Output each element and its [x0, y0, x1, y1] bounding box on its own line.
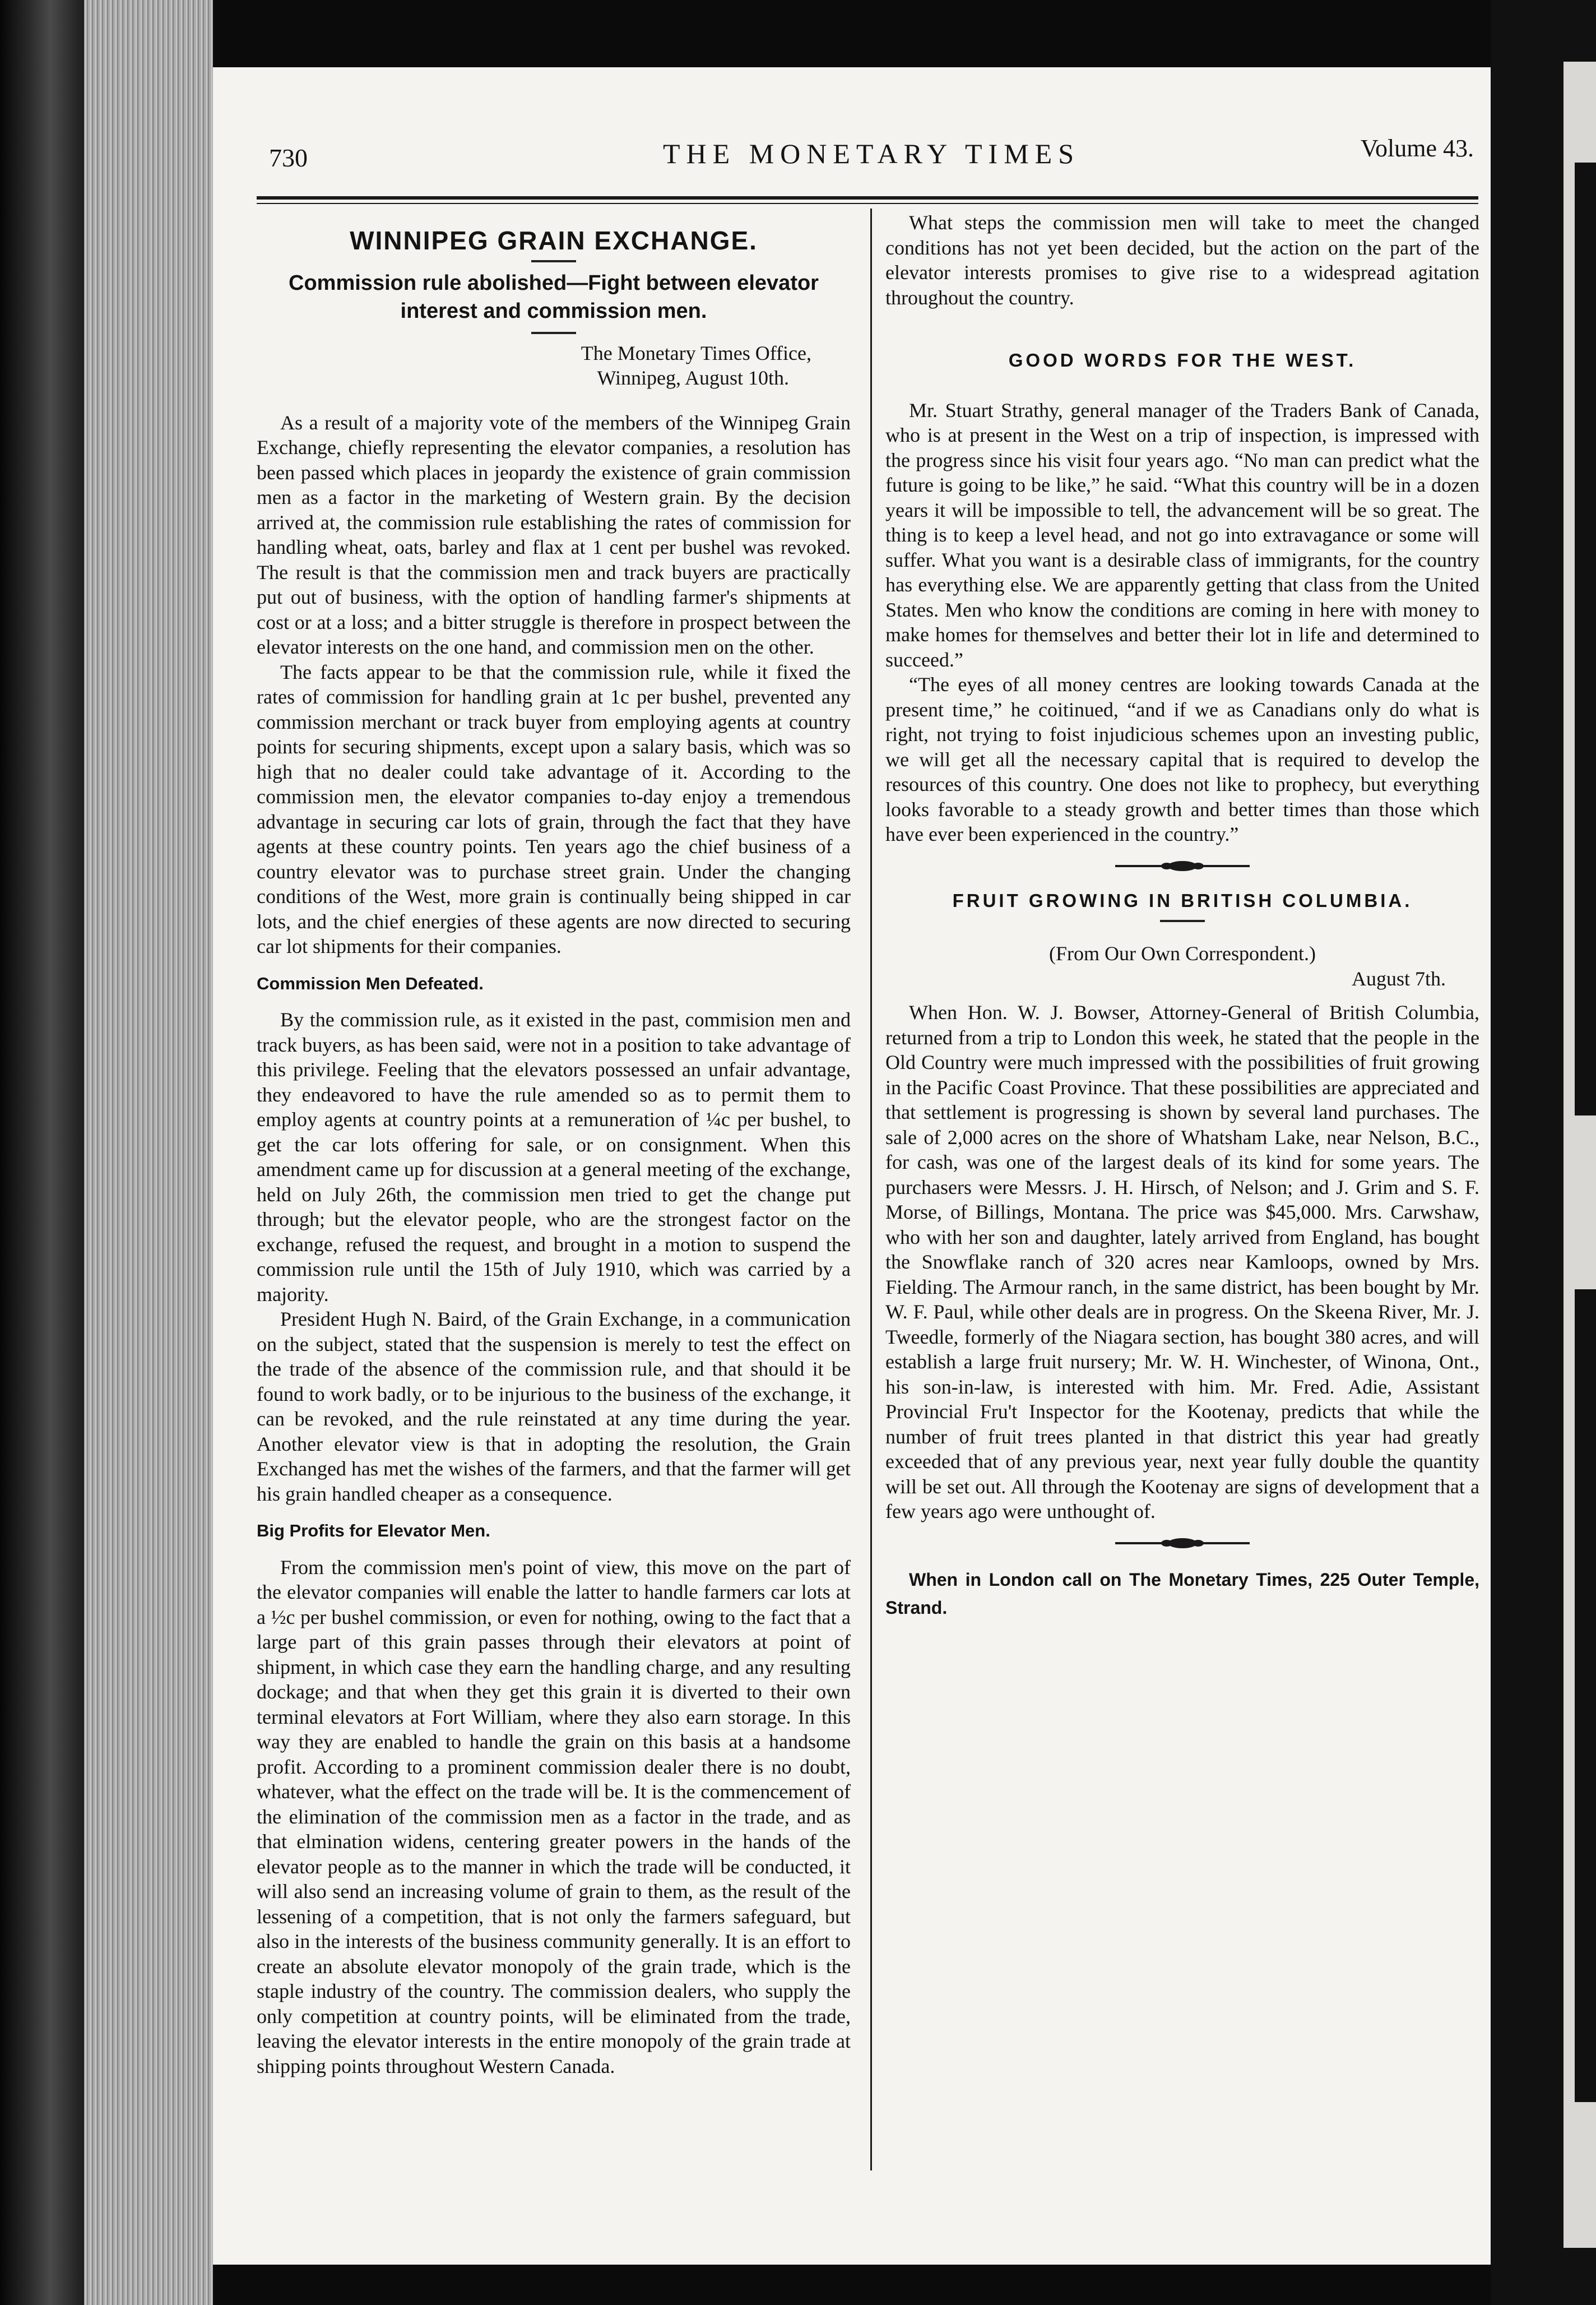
subheading: Big Profits for Elevator Men. — [257, 1521, 490, 1540]
page-number: 730 — [269, 144, 308, 172]
left-column — [257, 210, 851, 2079]
running-head — [269, 126, 1474, 177]
paragraph: As a result of a majority vote of the members of the Winnipeg Grain Exchange, chiefly representing the elevator companies, a resolution has been passed which places in jeopardy the existence of grain commission men as a factor in the marketing of Western grain. By the decision arrived at, the commission rule establishing the rates of commission for handling wheat, oats, barley and flax at 1 cent per bushel was revoked. The result is that the commission men and track buyers are practically put out of business, with the option of handling farmer's shipments at cost or at a loss; and a bitter struggle is therefore in prospect between the elevator interests on the one hand, and commission men on the other. — [257, 411, 851, 658]
article-deck: Commission rule abolished—Fight between elevator interest and commission men. — [289, 271, 819, 323]
paragraph: By the commission rule, as it existed in the past, commision men and track buyers, as has been said, were not in a position to take advantage of this privilege. Feeling that the elevators possessed an unfair advantage, they endeavored to have the rule amended so as to permit them to employ agents at country points at a remuneration of ¼c per bushel, to get the car lots offering for sale, or on consignment. When this amendment came up for discussion at a general meeting of the exchange, held on July 26th, the commission men tried to get the change put through; but the elevator people, who are the strongest factor on the exchange, refused the request, and brought in a motion to suspend the commission rule until the 15th of July 1910, which was carried by a majority. — [257, 1008, 851, 1306]
volume-label: Volume 43. — [1360, 135, 1474, 162]
dateline-place: Winnipeg, August 10th. — [597, 366, 789, 389]
paragraph: Mr. Stuart Strathy, general manager of the Traders Bank of Canada, who is at present in the West on a trip of inspection, is impressed with the progress since his visit four years ago. “No man can predict what the future is going to be like,” he said. “What this country will be in a dozen years it will be impossible to tell, the advancement will be so great. The thing is to keep a level head, and not go into extravagance or some will suffer. What you want is a desirable class of immigrants, for the country has everything else. We are apparently getting that class from the United States. Men who know the conditions are coming in here with money to make homes for themselves and better their lot in life and determined to succeed.” — [885, 399, 1479, 671]
right-column — [885, 210, 1479, 1622]
adjacent-page-bar — [1575, 163, 1596, 1116]
article-headline: GOOD WORDS FOR THE WEST. — [1008, 350, 1357, 371]
divider-dash — [531, 332, 576, 334]
column-rule — [870, 209, 872, 2170]
paragraph: When Hon. W. J. Bowser, Attorney-General of British Columbia, returned from a trip to London this week, he stated that the people in the Old Country were much impressed with the possibilities of fruit growing in the Pacific Coast Province. That these possibilities are appreciated and that settlement is progressing is shown by several land purchases. The sale of 2,000 acres on the shore of Whatsham Lake, near Nelson, B.C., for cash, was one of the largest deals of its kind for some years. The purchasers were Messrs. J. H. Hirsch, of Nelson; and J. Grim and S. F. Morse, of Billings, Montana. The price was $45,000. Mrs. Carwshaw, who with her son and daughter, lately arrived from England, has bought the Snowflake ranch of 320 acres near Kamloops, owned by Mrs. Fielding. The Armour ranch, in the same district, has been bought by Mr. W. F. Paul, while other deals are in progress. On the Skeena River, Mr. J. Tweedle, formerly of the Niagara section, has bought 380 acres, and will establish a large fruit nursery; Mr. W. H. Winchester, of Winona, Ont., his son-in-law, is interested with him. Mr. Fred. Adie, Assistant Provincial Fru't Inspector for the Kootenay, predicts that while the number of fruit trees planted in that district this year had greatly exceeded that of any previous year, next year fully double the quantity will be set out. All through the Kootenay are signs of development that a few years ago were unthought of. — [885, 1001, 1479, 1522]
dateline — [257, 341, 811, 390]
date: August 7th. — [1351, 967, 1446, 990]
notice: When in London call on The Monetary Times, 225 Outer Temple, Strand. — [885, 1569, 1479, 1618]
journal-title: THE MONETARY TIMES — [663, 138, 1080, 169]
paragraph: The facts appear to be that the commission rule, while it fixed the rates of commission for handling grain at 1c per bushel, prevented any commission merchant or track buyer from employing agents at country points for securing shipments, except upon a salary basis, which was so high that no dealer could take advantage of it. According to the commission men, the elevator companies to-day enjoy a tremendous advantage in securing car lots of grain, through the fact that they have agents at these country points. Ten years ago the chief business of a country elevator was to purchase street grain. Under the changing conditions of the West, more grain is continually being shipped in car lots, and the chief energies of these agents are now directed to securing car lot shipments for their companies. — [257, 660, 851, 957]
adjacent-page-bar — [1575, 1289, 1596, 2102]
header-rule-thick — [257, 196, 1478, 200]
paragraph: What steps the commission men will take to meet the changed conditions has not yet been decided, but the action on the part of the elevator interests promises to give rise to a widespread agitation throughout the country. — [885, 211, 1479, 309]
article-headline: FRUIT GROWING IN BRITISH COLUMBIA. — [952, 890, 1413, 911]
book-binding-shadow — [0, 0, 84, 2305]
ornament-divider — [1115, 1536, 1250, 1550]
paragraph: “The eyes of all money centres are looking towards Canada at the present time,” he coitinued, “and if we as Canadians only do what is right, not trying to foist injudicious schemes upon an investing public, we will get all the necessary capital that is required to develop the resources of this country. One does not like to prophecy, but everything looks favorable to a steady growth and better times than those which have ever been experienced in the country.” — [885, 673, 1479, 845]
byline: (From Our Own Correspondent.) — [1049, 942, 1316, 965]
article-headline: WINNIPEG GRAIN EXCHANGE. — [350, 226, 758, 255]
dateline-office: The Monetary Times Office, — [581, 341, 811, 364]
divider-dash — [1160, 920, 1205, 922]
divider-dash — [531, 260, 576, 262]
page-stack-edges — [84, 0, 213, 2305]
ornament-divider — [1115, 859, 1250, 873]
paragraph: From the commission men's point of view, this move on the part of the elevator companies will enable the latter to handle farmers car lots at a ½c per bushel commission, or even for nothing, owing to the fact that a large part of this grain passes through their elevators at point of shipment, in which case they earn the handling charge, and any resulting dockage; and that when they get this grain it is diverted to their own terminal elevators at Fort William, where they also earn storage. In this way they are enabled to handle the grain on this basis at a handsome profit. According to a prominent commission dealer there is no doubt, whatever, what the effect on the trade will be. It is the commencement of the elimination of the commission men as a factor in the trade, and as that elmination widens, centering greater powers in the hands of the elevator people as to the manner in which the trade will be conducted, it will also send an increasing volume of grain to them, as the result of the lessening of a competition, that is not only the farmers safeguard, but also in the interests of the business community generally. It is an effort to create an absolute elevator monopoly of the grain trade, which is the staple industry of the country. The commission dealers, who supply the only competition at country points, will be eliminated from the trade, leaving the elevator interests in the entire monopoly of the grain trade at shipping points throughout Western Canada. — [257, 1556, 851, 2077]
header-rule-thin — [257, 203, 1478, 204]
paragraph: President Hugh N. Baird, of the Grain Exchange, in a communication on the subject, stated that the suspension is merely to test the effect on the trade of the absence of the commission rule, and that should it be found to work badly, or to be injurious to the business of the exchange, it can be revoked, and the rule reinstated at any time during the year. Another elevator view is that in adopting the resolution, the Grain Exchanged has met the wishes of the farmers, and that the farmer will get his grain handled cheaper as a consequence. — [257, 1308, 851, 1505]
subheading: Commission Men Defeated. — [257, 973, 484, 993]
